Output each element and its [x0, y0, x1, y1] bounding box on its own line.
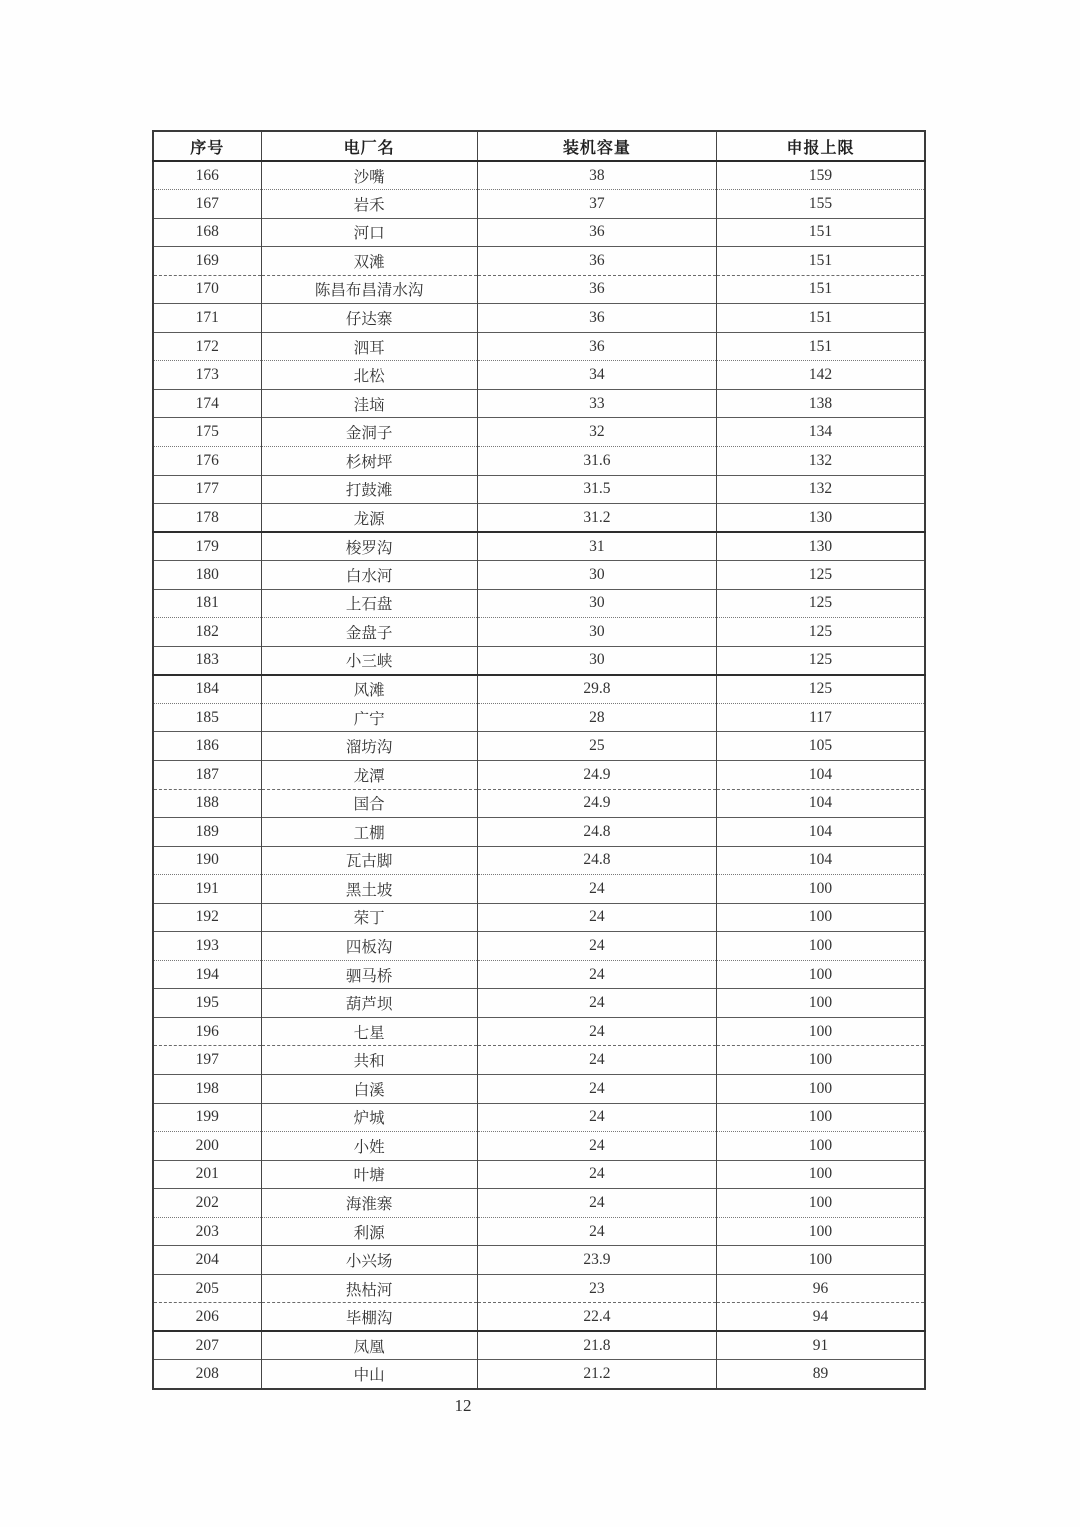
cell-installed-capacity: 37: [477, 190, 716, 219]
cell-plant-name: 中山: [261, 1360, 477, 1389]
cell-declaration-limit: 100: [717, 903, 925, 932]
table-row: [153, 1103, 925, 1132]
cell-serial-number: 197: [153, 1046, 261, 1075]
table-row: [153, 561, 925, 590]
cell-declaration-limit: 100: [717, 1046, 925, 1075]
cell-plant-name: 金盘子: [261, 618, 477, 647]
cell-plant-name: 梭罗沟: [261, 532, 477, 561]
table-row: [153, 703, 925, 732]
cell-installed-capacity: 24: [477, 1160, 716, 1189]
cell-declaration-limit: 100: [717, 1017, 925, 1046]
cell-serial-number: 196: [153, 1017, 261, 1046]
cell-installed-capacity: 24: [477, 875, 716, 904]
cell-serial-number: 177: [153, 475, 261, 504]
cell-installed-capacity: 31: [477, 532, 716, 561]
cell-installed-capacity: 24: [477, 989, 716, 1018]
cell-declaration-limit: 91: [717, 1331, 925, 1360]
cell-plant-name: 陈昌布昌清水沟: [261, 275, 477, 304]
cell-plant-name: 叶塘: [261, 1160, 477, 1189]
cell-declaration-limit: 89: [717, 1360, 925, 1389]
header-installed-capacity: 装机容量: [477, 131, 716, 161]
cell-plant-name: 毕棚沟: [261, 1303, 477, 1332]
table-row: [153, 1189, 925, 1218]
power-plant-table: [152, 130, 926, 1390]
cell-declaration-limit: 94: [717, 1303, 925, 1332]
cell-plant-name: 黑土坡: [261, 875, 477, 904]
cell-installed-capacity: 24.8: [477, 846, 716, 875]
cell-installed-capacity: 24: [477, 1189, 716, 1218]
cell-declaration-limit: 125: [717, 561, 925, 590]
table-row: [153, 818, 925, 847]
cell-serial-number: 182: [153, 618, 261, 647]
page-number: 12: [454, 1396, 472, 1415]
cell-declaration-limit: 142: [717, 361, 925, 390]
cell-installed-capacity: 28: [477, 703, 716, 732]
cell-plant-name: 热枯河: [261, 1274, 477, 1303]
cell-installed-capacity: 38: [477, 161, 716, 190]
cell-installed-capacity: 36: [477, 332, 716, 361]
cell-serial-number: 174: [153, 389, 261, 418]
cell-serial-number: 192: [153, 903, 261, 932]
cell-installed-capacity: 33: [477, 389, 716, 418]
table-row: [153, 903, 925, 932]
cell-declaration-limit: 155: [717, 190, 925, 219]
cell-installed-capacity: 23.9: [477, 1246, 716, 1275]
cell-declaration-limit: 100: [717, 1132, 925, 1161]
cell-serial-number: 189: [153, 818, 261, 847]
cell-declaration-limit: 151: [717, 247, 925, 276]
cell-serial-number: 179: [153, 532, 261, 561]
cell-declaration-limit: 104: [717, 760, 925, 789]
cell-plant-name: 驷马桥: [261, 960, 477, 989]
cell-serial-number: 178: [153, 504, 261, 533]
cell-declaration-limit: 100: [717, 1075, 925, 1104]
cell-plant-name: 河口: [261, 218, 477, 247]
cell-installed-capacity: 34: [477, 361, 716, 390]
cell-declaration-limit: 125: [717, 646, 925, 675]
cell-serial-number: 176: [153, 446, 261, 475]
table-row: [153, 646, 925, 675]
cell-serial-number: 181: [153, 589, 261, 618]
cell-declaration-limit: 100: [717, 1103, 925, 1132]
cell-declaration-limit: 100: [717, 1246, 925, 1275]
cell-declaration-limit: 100: [717, 1189, 925, 1218]
cell-plant-name: 小姓: [261, 1132, 477, 1161]
cell-installed-capacity: 36: [477, 275, 716, 304]
cell-serial-number: 166: [153, 161, 261, 190]
cell-serial-number: 201: [153, 1160, 261, 1189]
cell-declaration-limit: 104: [717, 818, 925, 847]
cell-serial-number: 184: [153, 675, 261, 704]
table-row: [153, 960, 925, 989]
header-row: [153, 131, 925, 161]
table-row: [153, 190, 925, 219]
cell-serial-number: 187: [153, 760, 261, 789]
table-row: [153, 1075, 925, 1104]
cell-plant-name: 仔达寨: [261, 304, 477, 333]
cell-declaration-limit: 134: [717, 418, 925, 447]
cell-declaration-limit: 130: [717, 532, 925, 561]
cell-plant-name: 利源: [261, 1217, 477, 1246]
header-plant-name: 电厂名: [261, 131, 477, 161]
cell-installed-capacity: 23: [477, 1274, 716, 1303]
cell-plant-name: 国合: [261, 789, 477, 818]
cell-installed-capacity: 29.8: [477, 675, 716, 704]
cell-plant-name: 四板沟: [261, 932, 477, 961]
table-row: [153, 475, 925, 504]
cell-installed-capacity: 30: [477, 589, 716, 618]
cell-declaration-limit: 132: [717, 475, 925, 504]
cell-serial-number: 168: [153, 218, 261, 247]
table-row: [153, 504, 925, 533]
cell-plant-name: 杉树坪: [261, 446, 477, 475]
table-row: [153, 589, 925, 618]
table-row: [153, 247, 925, 276]
cell-plant-name: 白水河: [261, 561, 477, 590]
cell-installed-capacity: 36: [477, 218, 716, 247]
cell-serial-number: 206: [153, 1303, 261, 1332]
cell-serial-number: 185: [153, 703, 261, 732]
cell-installed-capacity: 30: [477, 646, 716, 675]
cell-installed-capacity: 30: [477, 561, 716, 590]
table-row: [153, 218, 925, 247]
cell-plant-name: 小兴场: [261, 1246, 477, 1275]
cell-installed-capacity: 24: [477, 903, 716, 932]
cell-installed-capacity: 24: [477, 1046, 716, 1075]
cell-serial-number: 169: [153, 247, 261, 276]
cell-plant-name: 金洞子: [261, 418, 477, 447]
table-row: [153, 1303, 925, 1332]
table-row: [153, 760, 925, 789]
cell-installed-capacity: 24: [477, 1103, 716, 1132]
cell-declaration-limit: 100: [717, 932, 925, 961]
table-row: [153, 446, 925, 475]
cell-declaration-limit: 151: [717, 275, 925, 304]
table-row: [153, 418, 925, 447]
cell-declaration-limit: 105: [717, 732, 925, 761]
cell-declaration-limit: 100: [717, 875, 925, 904]
cell-declaration-limit: 100: [717, 1160, 925, 1189]
cell-serial-number: 204: [153, 1246, 261, 1275]
cell-installed-capacity: 24: [477, 1075, 716, 1104]
cell-serial-number: 188: [153, 789, 261, 818]
cell-plant-name: 工棚: [261, 818, 477, 847]
cell-plant-name: 荣丁: [261, 903, 477, 932]
cell-installed-capacity: 21.2: [477, 1360, 716, 1389]
cell-serial-number: 175: [153, 418, 261, 447]
cell-plant-name: 沙嘴: [261, 161, 477, 190]
cell-declaration-limit: 125: [717, 618, 925, 647]
cell-declaration-limit: 151: [717, 304, 925, 333]
cell-serial-number: 190: [153, 846, 261, 875]
cell-declaration-limit: 138: [717, 389, 925, 418]
cell-plant-name: 龙潭: [261, 760, 477, 789]
cell-serial-number: 183: [153, 646, 261, 675]
cell-installed-capacity: 31.6: [477, 446, 716, 475]
cell-installed-capacity: 21.8: [477, 1331, 716, 1360]
cell-serial-number: 205: [153, 1274, 261, 1303]
cell-installed-capacity: 30: [477, 618, 716, 647]
cell-declaration-limit: 104: [717, 846, 925, 875]
cell-plant-name: 双滩: [261, 247, 477, 276]
cell-plant-name: 岩禾: [261, 190, 477, 219]
table-row: [153, 1217, 925, 1246]
cell-serial-number: 208: [153, 1360, 261, 1389]
cell-installed-capacity: 22.4: [477, 1303, 716, 1332]
cell-installed-capacity: 24: [477, 932, 716, 961]
table-row: [153, 618, 925, 647]
cell-installed-capacity: 31.5: [477, 475, 716, 504]
cell-declaration-limit: 100: [717, 1217, 925, 1246]
cell-declaration-limit: 132: [717, 446, 925, 475]
table-row: [153, 1132, 925, 1161]
cell-installed-capacity: 24.9: [477, 760, 716, 789]
table-row: [153, 1246, 925, 1275]
cell-plant-name: 龙源: [261, 504, 477, 533]
cell-plant-name: 凤凰: [261, 1331, 477, 1360]
table-row: [153, 275, 925, 304]
table-row: [153, 304, 925, 333]
cell-serial-number: 171: [153, 304, 261, 333]
cell-declaration-limit: 104: [717, 789, 925, 818]
cell-declaration-limit: 100: [717, 960, 925, 989]
cell-plant-name: 上石盘: [261, 589, 477, 618]
cell-plant-name: 葫芦坝: [261, 989, 477, 1018]
cell-plant-name: 洼垴: [261, 389, 477, 418]
table-row: [153, 1046, 925, 1075]
cell-installed-capacity: 32: [477, 418, 716, 447]
cell-plant-name: 炉城: [261, 1103, 477, 1132]
cell-installed-capacity: 31.2: [477, 504, 716, 533]
cell-declaration-limit: 151: [717, 332, 925, 361]
cell-declaration-limit: 159: [717, 161, 925, 190]
cell-installed-capacity: 24: [477, 1217, 716, 1246]
cell-serial-number: 186: [153, 732, 261, 761]
header-serial-number: 序号: [153, 131, 261, 161]
cell-serial-number: 172: [153, 332, 261, 361]
cell-plant-name: 泗耳: [261, 332, 477, 361]
table-row: [153, 846, 925, 875]
table-row: [153, 1160, 925, 1189]
cell-plant-name: 溜坊沟: [261, 732, 477, 761]
cell-serial-number: 199: [153, 1103, 261, 1132]
cell-installed-capacity: 36: [477, 247, 716, 276]
table-body: [153, 161, 925, 1389]
cell-serial-number: 195: [153, 989, 261, 1018]
table-row: [153, 789, 925, 818]
cell-serial-number: 203: [153, 1217, 261, 1246]
cell-serial-number: 198: [153, 1075, 261, 1104]
table-row: [153, 732, 925, 761]
cell-serial-number: 170: [153, 275, 261, 304]
cell-installed-capacity: 24.8: [477, 818, 716, 847]
cell-plant-name: 北松: [261, 361, 477, 390]
cell-installed-capacity: 24: [477, 1017, 716, 1046]
cell-serial-number: 193: [153, 932, 261, 961]
cell-serial-number: 202: [153, 1189, 261, 1218]
header-declaration-limit: 申报上限: [717, 131, 925, 161]
cell-plant-name: 瓦古脚: [261, 846, 477, 875]
table-row: [153, 161, 925, 190]
table-row: [153, 875, 925, 904]
cell-plant-name: 共和: [261, 1046, 477, 1075]
cell-serial-number: 173: [153, 361, 261, 390]
cell-serial-number: 200: [153, 1132, 261, 1161]
cell-installed-capacity: 24: [477, 960, 716, 989]
cell-plant-name: 小三峡: [261, 646, 477, 675]
table-row: [153, 1017, 925, 1046]
cell-serial-number: 207: [153, 1331, 261, 1360]
cell-declaration-limit: 125: [717, 675, 925, 704]
table-row: [153, 675, 925, 704]
table-row: [153, 389, 925, 418]
cell-plant-name: 广宁: [261, 703, 477, 732]
table-row: [153, 989, 925, 1018]
cell-serial-number: 167: [153, 190, 261, 219]
table-row: [153, 1360, 925, 1389]
table-row: [153, 361, 925, 390]
cell-declaration-limit: 151: [717, 218, 925, 247]
table-row: [153, 532, 925, 561]
cell-serial-number: 191: [153, 875, 261, 904]
cell-installed-capacity: 24: [477, 1132, 716, 1161]
cell-installed-capacity: 25: [477, 732, 716, 761]
table-row: [153, 932, 925, 961]
cell-declaration-limit: 100: [717, 989, 925, 1018]
cell-plant-name: 海淮寨: [261, 1189, 477, 1218]
cell-declaration-limit: 96: [717, 1274, 925, 1303]
cell-plant-name: 风滩: [261, 675, 477, 704]
cell-plant-name: 七星: [261, 1017, 477, 1046]
cell-plant-name: 打鼓滩: [261, 475, 477, 504]
table-row: [153, 1274, 925, 1303]
cell-plant-name: 白溪: [261, 1075, 477, 1104]
cell-installed-capacity: 24.9: [477, 789, 716, 818]
cell-serial-number: 194: [153, 960, 261, 989]
cell-declaration-limit: 130: [717, 504, 925, 533]
table-row: [153, 1331, 925, 1360]
cell-declaration-limit: 125: [717, 589, 925, 618]
cell-declaration-limit: 117: [717, 703, 925, 732]
table-row: [153, 332, 925, 361]
cell-serial-number: 180: [153, 561, 261, 590]
cell-installed-capacity: 36: [477, 304, 716, 333]
